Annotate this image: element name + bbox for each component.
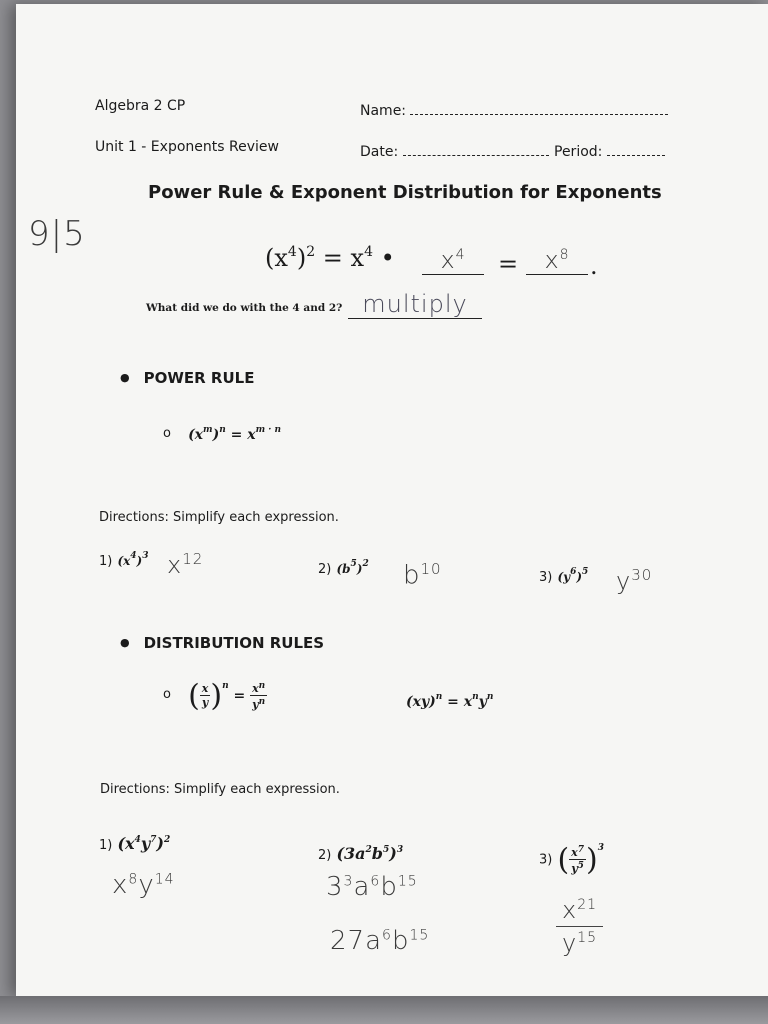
problem-exp1: 4 bbox=[134, 835, 141, 845]
answer-base: x bbox=[167, 551, 183, 579]
course-label: Algebra 2 CP bbox=[95, 98, 186, 114]
name-blank[interactable] bbox=[410, 102, 668, 115]
answer-b-exp: 14 bbox=[154, 871, 175, 888]
rhs-num-exp: n bbox=[258, 681, 266, 691]
answer-b: b bbox=[391, 926, 410, 956]
example-term-exp: 4 bbox=[364, 244, 373, 260]
example-close: ) bbox=[296, 244, 307, 272]
problem-number: 2) bbox=[318, 562, 332, 577]
answer-b: y bbox=[138, 870, 155, 900]
rule2-lhs: (xy) bbox=[406, 694, 436, 710]
problem-number: 2) bbox=[318, 848, 332, 863]
answer-num-exp: 21 bbox=[577, 897, 598, 913]
scan-shadow bbox=[0, 996, 768, 1024]
answer-2-1[interactable] bbox=[112, 870, 175, 900]
power-rule-m: m bbox=[203, 425, 213, 435]
problem-2-2 bbox=[318, 844, 403, 863]
example-equals2: = bbox=[498, 250, 519, 278]
problem-inner-exp: 5 bbox=[350, 559, 357, 569]
example-outer-exp: 2 bbox=[306, 244, 316, 260]
power-rule-formula bbox=[163, 424, 281, 443]
problem-base: (y bbox=[557, 570, 571, 584]
margin-note: 9|5 bbox=[28, 214, 86, 254]
name-label: Name: bbox=[360, 103, 407, 119]
problem-inner-exp: 6 bbox=[570, 567, 577, 577]
unit-label: Unit 1 - Exponents Review bbox=[95, 139, 279, 155]
problem-mid: b bbox=[371, 844, 383, 863]
answer-b-exp: 15 bbox=[409, 927, 430, 944]
example-answer2: x bbox=[544, 246, 560, 274]
question-answer[interactable]: multiply bbox=[348, 290, 482, 319]
answer-pre: 27 bbox=[330, 926, 366, 956]
frac-num-exp: 7 bbox=[577, 845, 584, 855]
answer-1-2[interactable] bbox=[403, 560, 442, 591]
power-rule-rhs-exp: m · n bbox=[255, 425, 282, 435]
power-rule-lhs: (x bbox=[188, 427, 204, 443]
problem-2-1 bbox=[99, 834, 170, 853]
frac-den-exp: 5 bbox=[577, 861, 584, 871]
answer-den-exp: 15 bbox=[577, 930, 598, 946]
name-field[interactable] bbox=[360, 102, 668, 119]
circle-bullet: o bbox=[163, 686, 171, 702]
problem-number: 3) bbox=[539, 570, 553, 585]
answer-2-3[interactable] bbox=[556, 896, 603, 957]
problem-expr: (x bbox=[117, 834, 135, 853]
answer-exp: 10 bbox=[420, 560, 442, 578]
example-dot: • bbox=[380, 244, 395, 272]
problem-inner-exp: 4 bbox=[130, 551, 137, 561]
problem-base: (x bbox=[117, 554, 131, 568]
problem-number: 1) bbox=[99, 554, 113, 569]
period-blank[interactable] bbox=[607, 143, 665, 156]
page-title: Power Rule & Exponent Distribution for Exponents bbox=[148, 182, 662, 203]
example-lhs: (x bbox=[265, 244, 288, 272]
power-rule-n: n bbox=[219, 425, 226, 435]
rule2-exp: n bbox=[435, 692, 443, 702]
frac-den: y bbox=[201, 696, 209, 709]
problem-outer-exp: 3 bbox=[597, 842, 604, 853]
rhs-den: y bbox=[252, 698, 259, 711]
problem-exp2: 7 bbox=[150, 835, 157, 845]
example-answer2-blank[interactable] bbox=[526, 246, 588, 275]
example-inner-exp: 4 bbox=[287, 244, 297, 260]
problem-outer-exp: 2 bbox=[163, 835, 171, 845]
answer-num: x bbox=[562, 896, 578, 924]
directions-2: Directions: Simplify each expression. bbox=[100, 782, 340, 797]
frac-den: y bbox=[571, 862, 578, 875]
example-equals: = bbox=[322, 244, 343, 272]
distribution-rule-2 bbox=[406, 692, 493, 710]
problem-exp2: 5 bbox=[382, 845, 390, 855]
problem-1-3: 3) $(y^6)^5$ bbox=[539, 567, 589, 585]
answer-base: b bbox=[403, 560, 421, 591]
answer-a: a bbox=[365, 926, 383, 956]
problem-base: (b bbox=[336, 562, 351, 576]
power-rule-heading: ● POWER RULE bbox=[120, 369, 254, 387]
problem-exp1: 2 bbox=[365, 845, 372, 855]
answer-den: y bbox=[562, 929, 578, 957]
answer-a-exp: 6 bbox=[370, 873, 381, 890]
answer-a: a bbox=[353, 872, 371, 902]
problem-1-2: 2) $(b^5)^2$ bbox=[318, 559, 369, 577]
rhs-den-exp: n bbox=[258, 697, 266, 707]
distribution-rule-1: o ( $\frac{x}{y}$ )$^n$ = $\frac{x^n}{y^n}$ bbox=[163, 678, 266, 713]
answer-b: b bbox=[380, 872, 398, 902]
problem-outer-exp: 2 bbox=[362, 559, 369, 569]
answer-1-1[interactable] bbox=[167, 550, 203, 579]
rule2-y-exp: n bbox=[486, 692, 494, 702]
problem-mid: y bbox=[140, 834, 151, 853]
answer-exp: 30 bbox=[631, 566, 653, 584]
problem-number: 3) bbox=[539, 852, 553, 868]
power-rule-close: ) bbox=[212, 427, 220, 443]
answer-2-2-line2[interactable] bbox=[330, 926, 429, 956]
problem-close: ) bbox=[389, 844, 397, 863]
problem-outer-exp: 5 bbox=[582, 567, 589, 577]
frac-num: x bbox=[571, 846, 578, 859]
problem-2-3: 3) ( $\frac{x^7}{y^5}$ )$^3$ bbox=[539, 842, 604, 877]
example-period: . bbox=[590, 252, 598, 280]
answer-base: y bbox=[616, 567, 632, 595]
rhs-num: x bbox=[252, 682, 259, 695]
period-label: Period: bbox=[554, 144, 603, 160]
problem-1-1: 1) $(x^4)^3$ bbox=[99, 551, 149, 569]
circle-bullet: o bbox=[163, 426, 171, 441]
distribution-eq: = bbox=[233, 687, 246, 704]
rule2-eq: = bbox=[447, 694, 459, 710]
question-text: What did we do with the 4 and 2? bbox=[146, 302, 343, 314]
example-answer1-blank[interactable] bbox=[422, 246, 484, 275]
example-term: x bbox=[350, 244, 365, 272]
problem-outer-exp: 3 bbox=[142, 551, 149, 561]
answer-a-exp: 6 bbox=[382, 927, 392, 944]
date-field[interactable] bbox=[360, 143, 549, 160]
example-answer1: x bbox=[440, 246, 456, 274]
directions-1: Directions: Simplify each expression. bbox=[99, 510, 339, 525]
example-equation bbox=[265, 244, 395, 272]
problem-expr: (3a bbox=[336, 844, 366, 863]
frac-num: x bbox=[201, 682, 209, 695]
rule2-x-exp: n bbox=[472, 692, 479, 702]
rule2-y: y bbox=[478, 694, 487, 710]
problem-close: ) bbox=[156, 834, 164, 853]
power-rule-eq: = bbox=[230, 427, 243, 443]
date-blank[interactable] bbox=[403, 143, 549, 156]
answer-pre: 3 bbox=[326, 872, 344, 902]
answer-a-exp: 8 bbox=[128, 871, 139, 888]
answer-exp: 12 bbox=[182, 550, 204, 568]
answer-a: x bbox=[112, 870, 129, 900]
problem-number: 1) bbox=[99, 838, 113, 853]
answer-b-exp: 15 bbox=[397, 873, 418, 890]
distribution-heading: ● DISTRIBUTION RULES bbox=[120, 634, 324, 652]
example-answer1-exp: 4 bbox=[455, 247, 466, 263]
answer-1-3[interactable] bbox=[616, 566, 652, 595]
period-field[interactable] bbox=[554, 143, 665, 160]
rule2-x: x bbox=[463, 694, 473, 710]
date-label: Date: bbox=[360, 144, 399, 160]
answer-2-2-line1[interactable] bbox=[326, 872, 418, 902]
power-rule-rhs: x bbox=[247, 427, 256, 443]
frac-exp: n bbox=[222, 680, 229, 691]
answer-pre-exp: 3 bbox=[343, 873, 354, 890]
example-answer2-exp: 8 bbox=[559, 247, 570, 263]
problem-outer-exp: 3 bbox=[396, 845, 404, 855]
